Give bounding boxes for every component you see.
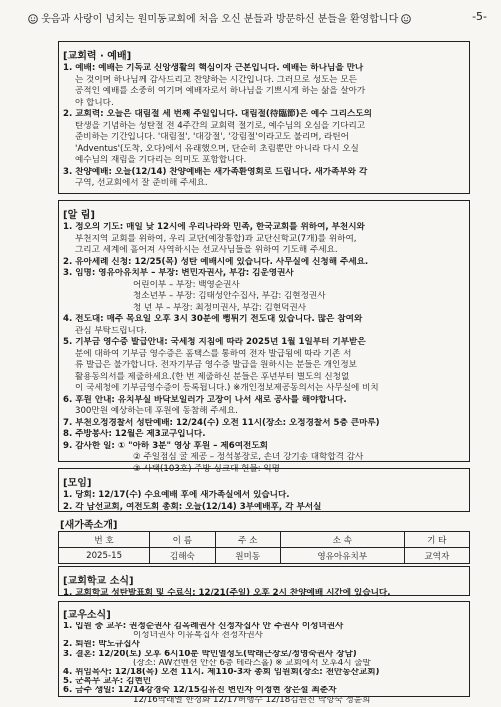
notice-line: 그리고 세계에 흩어져 사역하시는 선교사님들을 위하여 기도해 주세요. [75,245,338,255]
notice-line: 3. 임명: 영유아유치부 – 부장: 변민자권사, 부감: 김운영권사 [63,268,294,278]
member-line: 3. 결혼: 12/20(토) 오후 6시10분 박민열성도(박래근장로/정영숙권사 장남) [63,649,357,659]
member-line: 6. 금주 생일: 12/14강경숙 12/15김유진 변민자 이정현 장은설 최춘자 [63,686,337,696]
notice-line: ③ 사택(103호) 주방 싱크대 헌물: 익명 [133,463,280,474]
worship-line: 예수님의 재림을 기다리는 의미도 포함합니다. [75,155,247,165]
notice-line: 이 국세청에 기부금영수증이 등록됩니다.) ※개인정보제공동의서는 사무실에 비치 [75,383,379,393]
smiley-icon [401,14,411,24]
notice-line: 1. 정오의 기도: 매일 낮 12시에 우리나라와 민족, 한국교회를 위하여, 부천시와 [63,222,365,232]
table-cell: 원미동 [215,548,280,564]
header-line [28,10,411,28]
worship-line: 는 것이며 하나님께 감사드리고 찬양하는 시간입니다. 그러므로 성도는 모든 [75,74,357,85]
notices-title: [알 림] [63,210,95,221]
member-line: 2. 퇴원: 박노규집사 [63,640,140,650]
worship-line: 'Adventus'(도착, 오다)에서 유래했으며, 단순히 초림뿐만 아니라 다시 오실 [75,143,359,154]
table-header-cell: 이 름 [150,532,215,548]
notice-line: 6. 후원 안내: 유치부실 바닥보일러가 고장이 나서 새로 공사를 해야합니다. [63,394,347,405]
notice-line: 2. 유아세례 신청: 12/25(목) 성탄 예배시에 있습니다. 사무실에 신청해 주세요. [63,256,369,267]
member-line: 1. 입원 중 교우: 권정순권사 김옥례권사 신정자집사 안 주권사 이성녀권사 [63,622,344,631]
notice-line: 부천지역 교회를 위하여, 우리 교단(예장통합)과 교단신학교(7개)를 위하여, [75,233,357,244]
table-cell: 2025-15 [59,548,150,564]
table-header-cell: 기 타 [404,532,469,548]
meeting-line: 1. 당회: 12/17(수) 수요예배 후에 새가족실에서 있습니다. [63,490,290,500]
table-header-cell: 번 호 [59,532,150,548]
notice-line: 청 년 부 – 부장: 최정미권사, 부감: 김현덕권사 [133,302,307,313]
table-cell: 김해숙 [150,548,215,564]
worship-section [58,41,470,194]
header-text: 웃음과 사랑이 넘치는 원미동교회에 처음 오신 분들과 방문하신 분들을 환영합니다 [41,14,399,25]
school-line: 1. 교회학교 성탄발표회 및 수료식: 12/21(주일) 오후 2시 찬양예배 시간에 있습니다. [63,588,391,598]
notice-line: 8. 주방봉사: 12월은 제3교구입니다. [63,429,206,439]
notice-line: 분에 대하여 기부금 영수증은 홈택스를 통하여 전자 발급됨에 따라 기존 서 [75,348,352,359]
notice-line: 청소년부 – 부장: 김태성안수집사, 부감: 김현정권사 [133,291,326,301]
school-title: [교회학교 소식] [63,576,134,587]
worship-line: 공적인 예배를 소중히 여기며 예배자로서 하나님을 기쁘시게 하는 삶을 살아가 [75,86,366,96]
worship-line: 구역, 선교회에서 잘 준비해 주세요. [75,178,208,188]
notice-line: 류 발급은 불가합니다. 전자기부금 영수증 발급을 원하시는 분들은 개인정보 [75,360,357,370]
meeting-line: 2. 각 남선교회, 여전도회 총회: 오늘(12/14) 3부예배후, 각 부서실 [63,501,322,512]
table-header-row [59,532,470,548]
notices-section [58,200,470,474]
worship-line: 야 합니다. [75,97,114,108]
worship-line: 준비하는 기간입니다. '대림절', '대강절', '강림절'이라고도 불리며, 라틴어 [75,132,349,142]
table-cell: 교역자 [404,548,469,564]
meeting-title: [모임] [63,478,92,489]
table-row [59,548,470,564]
notice-line: 활용동의서를 제출하세요.(한 번 제출하신 분들은 후년부터 별도의 신청없 [75,371,350,382]
worship-line: 2. 교회력: 오늘은 대림절 세 번째 주일입니다. 대림절(待臨節)은 예수 그리스도의 [63,109,372,119]
page-number: -5- [472,10,487,23]
worship-line: 1. 예배: 예배는 기독교 신앙생활의 핵심이자 근본입니다. 예배는 하나님을 만나 [63,63,364,73]
member-line: 이성녀권사 이유복집사 전정자권사 [133,631,263,641]
newfamily-title: [새가족소개] [60,520,118,531]
page-header [28,10,487,28]
member-line: 12/16박래열 한경화 12/17허행수 12/18김원진 박향숙 정윤희 [133,695,371,705]
table-cell: 영유아유치부 [280,548,404,564]
notice-line: 5. 기부금 영수증 발급안내: 국세청 지침에 따라 2025년 1월 1일부터 기부받은 [63,337,366,347]
notice-line: 관심 부탁드립니다. [75,325,147,336]
member-line: 5. 군복무 교우: 김현민 [63,677,152,687]
worship-title: [교회력 · 예배] [63,51,132,62]
notice-line: 7. 부천오정경찰서 성탄예배: 12/24(수) 오전 11시(장소: 오정경찰서 5층 큰마루) [63,417,380,428]
notice-line: 9. 감사한 일: ① "아하 3분" 영상 후원 – 제6여전도회 [63,440,268,451]
member-line: (장소: AW컨벤션 안산 6층 테라스홀) ※ 교회에서 오후4시 출발 [133,658,371,668]
worship-line: 탄생을 기념하는 성탄절 전 4주간의 교회력 절기로, 예수님의 오심을 기다리고 [75,120,366,131]
notice-line: 300만원 예상하는데 후원에 동참해 주세요. [75,406,238,416]
smiley-icon [28,14,38,24]
newfamily-table [58,531,470,564]
notice-line: ② 주일점심 굴 제공 – 정석봉장로, 손녀 강기송 대학합격 감사 [133,452,364,462]
worship-line: 3. 찬양예배: 오늘(12/14) 찬양예배는 새가족환영회로 드립니다. 새가족부와 각 [63,166,368,177]
table-header-cell: 소 속 [280,532,404,548]
notice-line: 어린이부 – 부장: 백영순권사 [133,279,240,290]
school-section [58,566,470,596]
members-title: [교우소식] [63,610,111,621]
newfamily-table-box [58,531,470,561]
meeting-section [58,468,470,512]
members-section [58,601,470,705]
table-header-cell: 주 소 [215,532,280,548]
member-line: 4. 위임목사: 12/18(목) 오전 11시. 제110-3차 총회 임원회(장소: 천안동산교회) [63,668,380,678]
notice-line: 4. 전도대: 매주 목요일 오후 3시 30분에 뻥튀기 전도대 있습니다. 많은 참여와 [63,314,363,324]
